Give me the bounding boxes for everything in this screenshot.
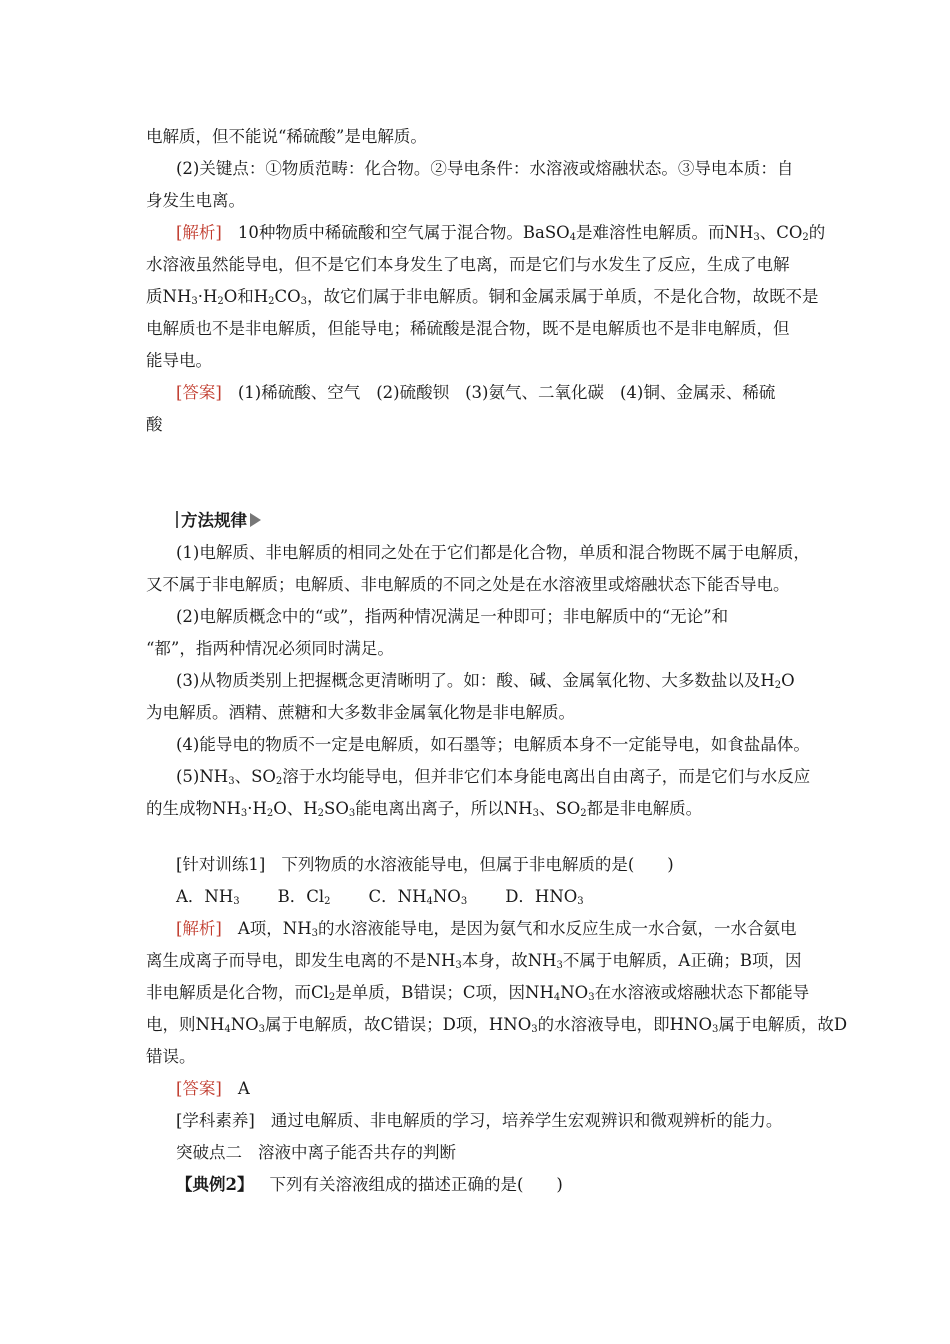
answer-line: 酸 [146, 415, 163, 434]
option-a: A．$NH_3$ [176, 887, 240, 907]
analysis-line: 水溶液虽然能导电，但不是它们本身发生了电离，而是它们与水发生了反应，生成了电解 [146, 255, 790, 274]
answer-line [176, 1078, 836, 1100]
triangle-icon [250, 513, 261, 527]
method-line: 又不属于非电解质；电解质、非电解质的不同之处是在水溶液里或熔融状态下能否导电。 [146, 575, 790, 594]
analysis-line: 非电解质是化合物，而$Cl_2$是单质，B错误；C项，因$NH_4NO_3$在水溶液或熔融状态下都能导 [146, 983, 810, 1003]
paragraph-line: (2)关键点：①物质范畴：化合物。②导电条件：水溶液或熔融状态。③导电本质：自 [176, 159, 794, 178]
method-line: 的生成物$NH_3\cdot H_2O$、$H_2SO_3$能电离出离子，所以$NH_3$、$SO_2$都是非电解质。 [146, 799, 703, 819]
breakthrough-tag: 突破点二 [176, 1143, 242, 1162]
option-d: D．$HNO_3$ [505, 887, 584, 907]
literacy-tag: [学科素养] [176, 1111, 255, 1130]
practice-options [176, 886, 836, 908]
paragraph-line: 身发生电离。 [146, 191, 245, 210]
answer-value: A [237, 1079, 250, 1098]
method-line: “都”，指两种情况必须同时满足。 [146, 639, 394, 658]
method-line: (2)电解质概念中的“或”，指两种情况满足一种即可；非电解质中的“无论”和 [176, 607, 729, 626]
practice-question: [针对训练1] 下列物质的水溶液能导电，但属于非电解质的是( ) [176, 855, 674, 874]
method-line: $(5)NH_3$、$SO_2$溶于水均能导电，但并非它们本身能电离出自由离子，而是它们与水反应 [176, 767, 811, 787]
analysis-line: 能导电。 [146, 351, 212, 370]
paragraph-line: 电解质，但不能说“稀硫酸”是电解质。 [146, 127, 427, 146]
literacy-line: [学科素养] 通过电解质、非电解质的学习，培养学生宏观辨识和微观辨析的能力。 [176, 1111, 783, 1130]
analysis-line: [解析] 10种物质中稀硫酸和空气属于混合物。BaSO$_4$是难溶性电解质。而$NH_3$、$CO_2$的 [176, 223, 826, 243]
analysis-line: 电解质也不是非电解质，但能导电；稀硫酸是混合物，既不是电解质也不是非电解质，但 [146, 319, 790, 338]
analysis-tag: [解析] [176, 223, 222, 242]
heading-bar [176, 511, 178, 528]
method-line: (1)电解质、非电解质的相同之处在于它们都是化合物，单质和混合物既不属于电解质， [176, 543, 810, 562]
section-heading: 突破点二 溶液中离子能否共存的判断 [176, 1143, 456, 1162]
analysis-line: 质$NH_3\cdot H_2O$和$H_2CO_3$，故它们属于非电解质。铜和金属汞属于单质，不是化合物，故既不是 [146, 287, 819, 307]
answer-tag: [答案] [176, 383, 222, 402]
method-heading: 方法规律 [176, 510, 836, 532]
option-b: B．$Cl_2$ [277, 887, 331, 907]
example-tag: 【典例2】 [176, 1175, 254, 1194]
analysis-line: 错误。 [146, 1047, 196, 1066]
answer-tag: [答案] [176, 1079, 222, 1098]
answer-line: [答案] (1)稀硫酸、空气 (2)硫酸钡 (3)氨气、二氧化碳 (4)铜、金属汞、稀硫 [176, 383, 776, 402]
practice-tag: [针对训练1] [176, 855, 266, 874]
analysis-line: [解析] A项，$NH_3$的水溶液能导电，是因为氨气和水反应生成一水合氨，一水合氨电 [176, 919, 797, 939]
example-line: 【典例2】 下列有关溶液组成的描述正确的是( ) [176, 1175, 563, 1194]
option-c: C．$NH_4NO_3$ [368, 887, 468, 907]
method-line: 为电解质。酒精、蔗糖和大多数非金属氧化物是非电解质。 [146, 703, 575, 722]
method-line: (3)从物质类别上把握概念更清晰明了。如：酸、碱、金属氧化物、大多数盐以及$H_2O$ [176, 671, 795, 691]
analysis-tag: [解析] [176, 919, 222, 938]
method-line: (4)能导电的物质不一定是电解质，如石墨等；电解质本身不一定能导电，如食盐晶体。 [176, 735, 810, 754]
analysis-line: 电，则$NH_4NO_3$属于电解质，故C错误；D项，$HNO_3$的水溶液导电，即$HNO_3$属于电解质，故D [146, 1015, 848, 1035]
analysis-line: 离生成离子而导电，即发生电离的不是$NH_3$本身，故$NH_3$不属于电解质，A正确；B项，因 [146, 951, 802, 971]
